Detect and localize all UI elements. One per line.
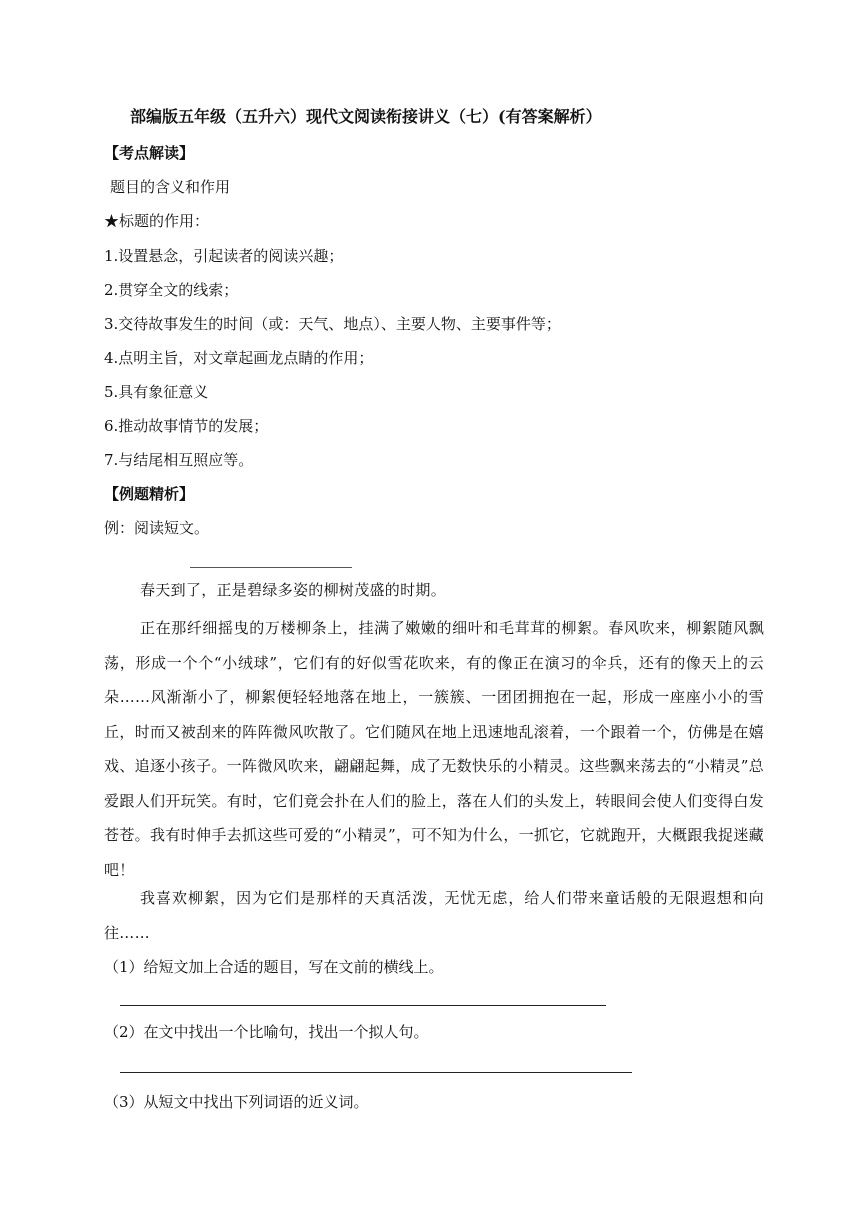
passage-paragraph-1: 春天到了，正是碧绿多姿的柳树茂盛的时期。 (140, 581, 447, 599)
question-2: （2）在文中找出一个比喻句，找出一个拟人句。 (104, 1023, 429, 1041)
answer-line-2 (120, 1072, 632, 1073)
function-item: 6.推动故事情节的发展； (104, 417, 269, 435)
function-item: 5.具有象征意义 (104, 383, 209, 401)
passage-title-blank-line (190, 567, 352, 568)
document-title: 部编版五年级（五升六）现代文阅读衔接讲义（七）(有答案解析） (130, 107, 602, 126)
passage-paragraph-2: 正在那纤细摇曳的万楼柳条上，挂满了嫩嫩的细叶和毛茸茸的柳絮。春风吹来，柳絮随风飘荡，形成一个个“小绒球”，它们有的好似雪花吹来，有的像正在演习的伞兵，还有的像天上的云朵……风渐渐小了，柳絮便轻轻地落在地上，一簇簇、一团团拥抱在一起，形成一座座小小的雪丘，时而又被刮来的阵阵微风吹散了。它们随风在地上迅速地乱滚着，一个跟着一个，仿佛是在嬉戏、追逐小孩子。一阵微风吹来，翩翩起舞，成了无数快乐的小精灵。这些飘来荡去的“小精灵”总爱跟人们开玩笑。有时，它们竟会扑在人们的脸上，落在人们的头发上，转眼间会使人们变得白发苍苍。我有时伸手去抓这些可爱的“小精灵”，可不知为什么，一抓它，它就跑开，大概跟我捉迷藏吧！ (104, 619, 764, 879)
question-1: （1）给短文加上合适的题目，写在文前的横线上。 (104, 958, 444, 976)
function-item: 7.与结尾相互照应等。 (104, 451, 254, 469)
function-item: 1.设置悬念，引起读者的阅读兴趣； (104, 247, 344, 265)
answer-line-1 (120, 1005, 606, 1006)
topic-text: 题目的含义和作用 (110, 178, 231, 196)
section-heading-key-points: 【考点解读】 (104, 144, 195, 162)
passage-paragraph-3: 我喜欢柳絮，因为它们是那样的天真活泼，无忧无虑，给人们带来童话般的无限遐想和向往…… (104, 889, 764, 942)
function-item: 3.交待故事发生的时间（或：天气、地点）、主要人物、主要事件等； (104, 315, 561, 333)
example-intro: 例：阅读短文。 (104, 519, 210, 537)
section-heading-examples: 【例题精析】 (104, 485, 195, 503)
function-item: 4.点明主旨，对文章起画龙点睛的作用； (104, 349, 374, 367)
question-3: （3）从短文中找出下列词语的近义词。 (104, 1093, 369, 1111)
function-item: 2.贯穿全文的线索； (104, 281, 239, 299)
star-heading: ★标题的作用： (104, 212, 210, 230)
